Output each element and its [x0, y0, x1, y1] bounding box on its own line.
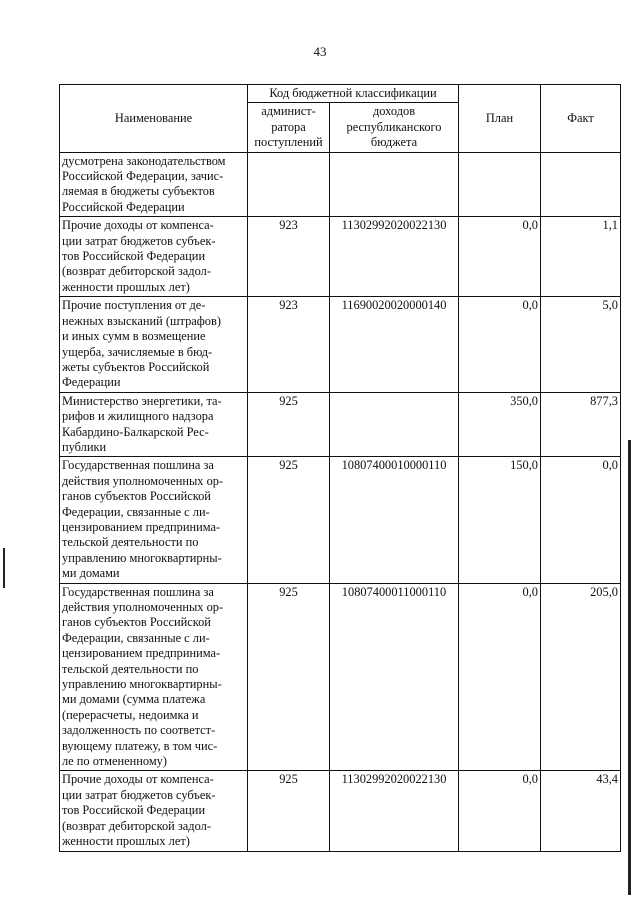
- row-admin-code: 925: [248, 392, 330, 457]
- row-name: Прочие доходы от компенса- ции затрат бюджетов субъек- тов Российской Федерации (возврат дебиторской задол- женности прошлых лет): [60, 217, 248, 297]
- table-header: [60, 85, 621, 153]
- row-plan: [459, 152, 541, 217]
- header-plan: План: [459, 85, 541, 153]
- row-admin-code: 925: [248, 771, 330, 851]
- header-revenue: доходов республиканского бюджета: [330, 103, 459, 152]
- header-fact: Факт: [541, 85, 621, 153]
- row-name: Государственная пошлина за действия уполномоченных ор- ганов субъектов Российской Федерации, связанные с ли- цензированием предпринима- тельской деятельности по управлению многоквартирны- ми домами (сумма платежа (перерасчеты, недоимка и задолженность по соответст- вующему платежу, в том чис- ле по отмененному): [60, 583, 248, 771]
- table-row: [60, 457, 621, 583]
- row-fact: 43,4: [541, 771, 621, 851]
- header-name: Наименование: [60, 85, 248, 153]
- table-row: [60, 583, 621, 771]
- page-number: 43: [313, 44, 327, 59]
- row-revenue-code: 10807400010000110: [330, 457, 459, 583]
- row-name: Министерство энергетики, та- рифов и жилищного надзора Кабардино-Балкарской Рес- публики: [60, 392, 248, 457]
- row-fact: 5,0: [541, 297, 621, 392]
- scan-edge-mark-right: [628, 440, 631, 895]
- row-name: Государственная пошлина за действия уполномоченных ор- ганов субъектов Российской Федерации, связанные с ли- цензированием предпринима- тельской деятельности по управлению многоквартирны- ми домами: [60, 457, 248, 583]
- row-admin-code: 925: [248, 457, 330, 583]
- table-row: [60, 217, 621, 297]
- row-name: Прочие поступления от де- нежных взысканий (штрафов) и иных сумм в возмещение ущерба, зачисляемые в бюд- жеты субъектов Российской Федерации: [60, 297, 248, 392]
- header-admin: админист- ратора поступлений: [248, 103, 330, 152]
- row-revenue-code: 10807400011000110: [330, 583, 459, 771]
- table-row: [60, 152, 621, 217]
- budget-revenue-table: [59, 84, 621, 852]
- row-revenue-code: 11302992020022130: [330, 217, 459, 297]
- row-revenue-code: [330, 392, 459, 457]
- row-fact: 0,0: [541, 457, 621, 583]
- row-fact: [541, 152, 621, 217]
- row-fact: 1,1: [541, 217, 621, 297]
- row-name: Прочие доходы от компенса- ции затрат бюджетов субъек- тов Российской Федерации (возврат дебиторской задол- женности прошлых лет): [60, 771, 248, 851]
- row-admin-code: 923: [248, 297, 330, 392]
- row-revenue-code: 11302992020022130: [330, 771, 459, 851]
- scan-edge-mark-left: [3, 548, 5, 588]
- header-code-group: Код бюджетной классификации: [248, 85, 459, 103]
- table-row: [60, 392, 621, 457]
- row-name: дусмотрена законодательством Российской Федерации, зачис- ляемая в бюджеты субъектов Российской Федерации: [60, 152, 248, 217]
- table-row: [60, 297, 621, 392]
- row-plan: 0,0: [459, 297, 541, 392]
- row-fact: 877,3: [541, 392, 621, 457]
- row-plan: 0,0: [459, 771, 541, 851]
- row-plan: 350,0: [459, 392, 541, 457]
- row-admin-code: [248, 152, 330, 217]
- row-plan: 0,0: [459, 217, 541, 297]
- row-admin-code: 925: [248, 583, 330, 771]
- row-revenue-code: 11690020020000140: [330, 297, 459, 392]
- row-plan: 0,0: [459, 583, 541, 771]
- row-plan: 150,0: [459, 457, 541, 583]
- row-revenue-code: [330, 152, 459, 217]
- row-admin-code: 923: [248, 217, 330, 297]
- table-row: [60, 771, 621, 851]
- row-fact: 205,0: [541, 583, 621, 771]
